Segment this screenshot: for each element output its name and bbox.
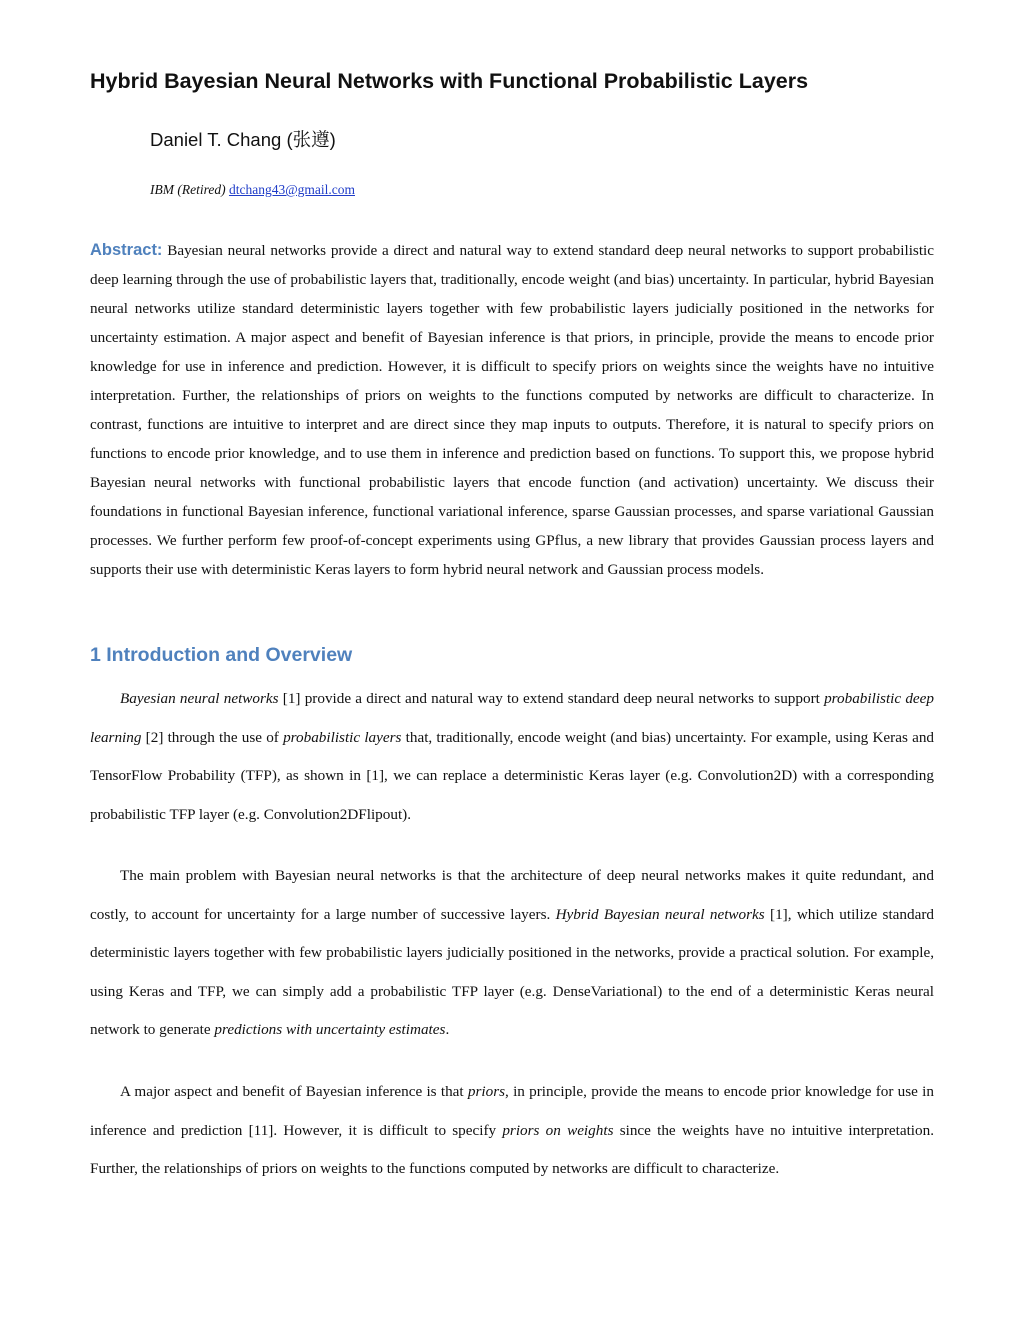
- abstract-label: Abstract:: [90, 241, 163, 259]
- paragraph-2-text-3: .: [445, 1021, 450, 1038]
- paragraph-3-text-3: since the weights have no intuitive interpretation. Further, the relationships of priors on weights to the functions computed by networks are difficult to characterize.: [90, 1121, 935, 1177]
- paragraph-2-italic-1: Hybrid Bayesian neural networks: [555, 905, 765, 923]
- abstract-text: Bayesian neural networks provide a direct and natural way to extend standard deep neural networks to support probabilistic deep learning through the use of probabilistic layers that, traditionally, encode weight (and bias) uncertainty. In particular, hybrid Bayesian neural networks utilize standard deterministic layers together with few probabilistic layers judicially positioned in the networks for uncertainty estimation. A major aspect and benefit of Bayesian inference is that priors, in principle, provide the means to encode prior knowledge for use in inference and prediction. However, it is difficult to specify priors on weights since the weights have no intuitive interpretation. Further, the relationships of priors on weights to the functions computed by networks are difficult to characterize. In contrast, functions are intuitive to interpret and are direct since they map inputs to outputs. Therefore, it is natural to specify priors on functions to encode prior knowledge, and to use them in inference and prediction based on functions. To support this, we propose hybrid Bayesian neural networks with functional probabilistic layers that encode function (and activation) uncertainty. We discuss their foundations in functional Bayesian inference, functional variational inference, sparse Gaussian processes, and sparse variational Gaussian processes. We further perform few proof-of-concept experiments using GPflus, a new library that provides Gaussian process layers and supports their use with deterministic Keras layers to form hybrid neural network and Gaussian process models.: [90, 242, 935, 578]
- paragraph-2-italic-2: predictions with uncertainty estimates: [214, 1021, 446, 1038]
- paragraph-3-text-2: , in principle, provide the means to encode prior knowledge for use in inference and prediction [11]. However, it is difficult to specify: [90, 1083, 934, 1139]
- affiliation-line: [150, 179, 355, 201]
- paragraph-1-italic-3: probabilistic layers: [283, 728, 402, 746]
- paragraph-3-text-1: A major aspect and benefit of Bayesian inference is that: [120, 1083, 468, 1100]
- paragraph-3-italic-1: priors: [467, 1083, 506, 1100]
- paragraph-2-text-2: [1], which utilize standard deterministic layers together with few probabilistic layers judicially positioned in the networks, provide a practical solution. For example, using Keras and TFP, we can simply add a probabilistic TFP layer (e.g. DenseVariational) to the end of a deterministic Keras neural network to generate: [90, 905, 934, 1038]
- paragraph-1-italic-1: Bayesian neural networks: [120, 690, 279, 707]
- section-heading: 1 Introduction and Overview: [90, 644, 353, 666]
- paragraph-2: [90, 857, 934, 1050]
- paragraph-3: [90, 1073, 934, 1189]
- paragraph-1: [90, 680, 934, 834]
- author-name: Daniel T. Chang (张遵): [150, 129, 336, 150]
- paragraph-3-italic-2: priors on weights: [502, 1121, 614, 1139]
- paragraph-1-italic-2: probabilistic deep learning: [90, 690, 934, 746]
- abstract: [90, 236, 934, 584]
- paragraph-1-text-2: [2] through the use of: [141, 728, 284, 746]
- paragraph-2-text-1: The main problem with Bayesian neural networks is that the architecture of deep neural networks makes it quite redundant, and costly, to account for uncertainty for a large number of successive layers.: [90, 867, 934, 923]
- paragraph-1-text-1: [1] provide a direct and natural way to extend standard deep neural networks to support: [278, 690, 825, 707]
- paragraph-1-text-3: that, traditionally, encode weight (and bias) uncertainty. For example, using Keras and TensorFlow Probability (TFP), as shown in [1], we can replace a deterministic Keras layer (e.g. Convolution2D) with a corresponding probabilistic TFP layer (e.g. Convolution2DFlipout).: [90, 728, 935, 823]
- author-email-link[interactable]: dtchang43@gmail.com: [228, 182, 355, 197]
- paper-title: Hybrid Bayesian Neural Networks with Functional Probabilistic Layers: [90, 69, 809, 93]
- affiliation: IBM (Retired): [150, 182, 226, 197]
